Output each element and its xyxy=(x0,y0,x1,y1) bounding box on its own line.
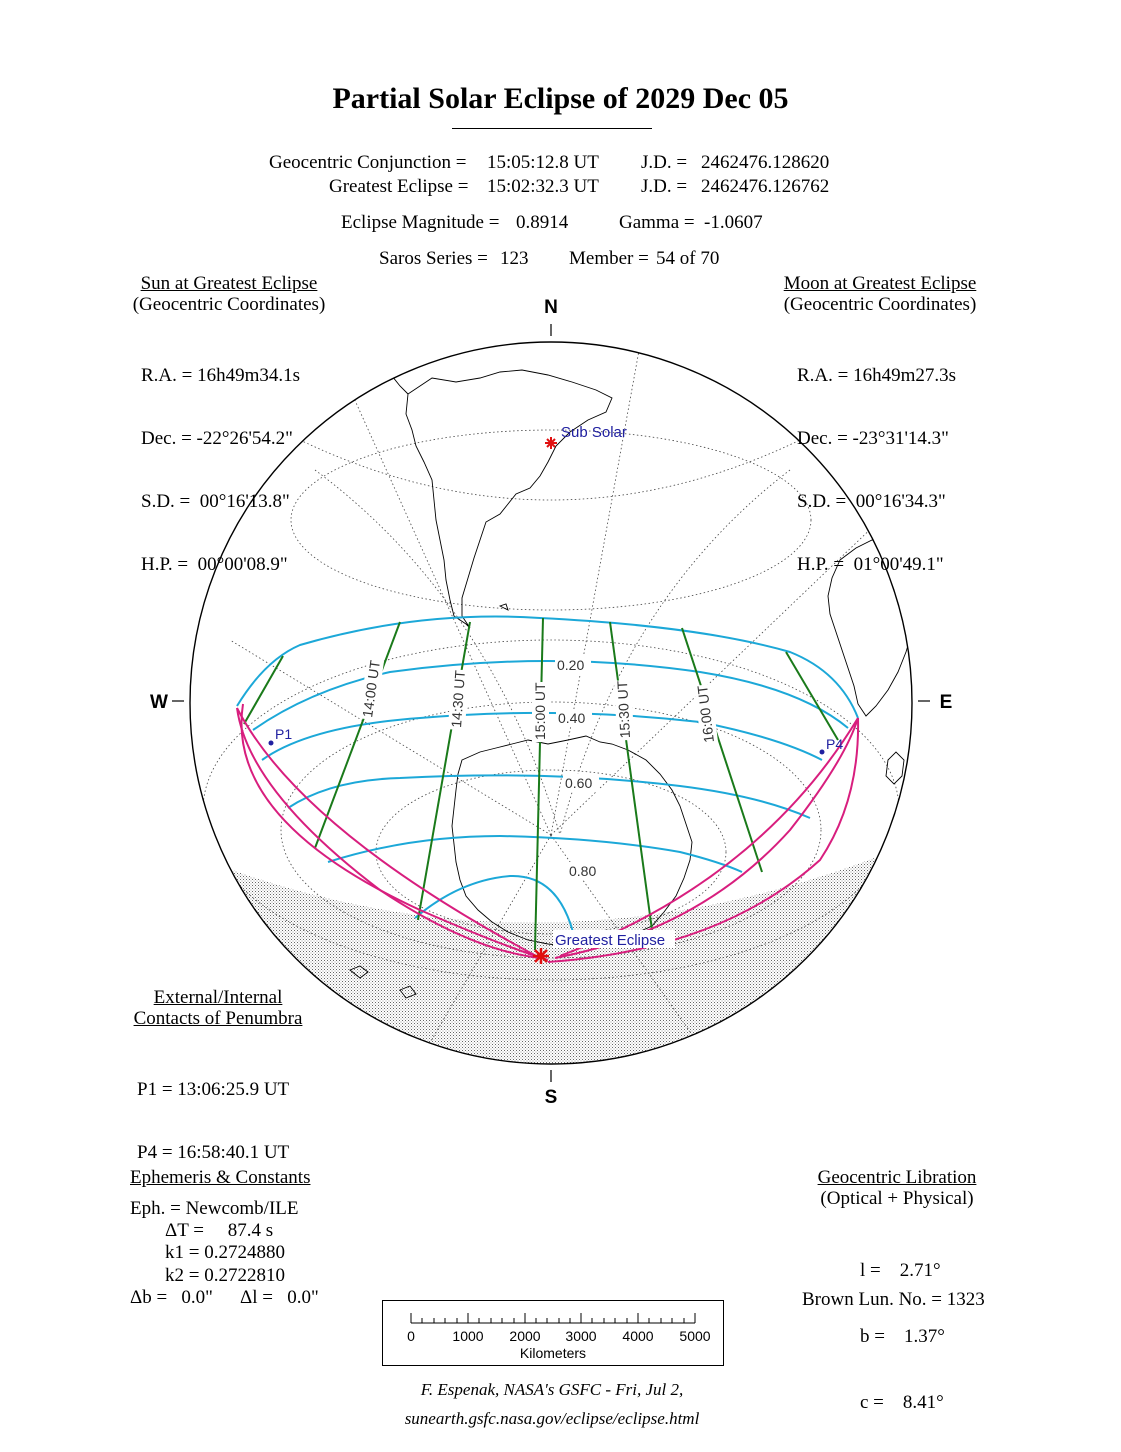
gamma-value: -1.0607 xyxy=(704,212,763,233)
central-america-coast xyxy=(356,352,408,394)
greatest-eclipse-label: Greatest Eclipse = xyxy=(329,176,469,197)
greatest-eclipse-marker xyxy=(533,948,549,964)
scale-unit: Kilometers xyxy=(519,1345,587,1361)
ephemeris-k2: k2 = 0.2722810 xyxy=(165,1265,285,1286)
ephemeris-delta-l: Δl = 0.0" xyxy=(240,1287,319,1308)
moon-subheading: (Geocentric Coordinates) xyxy=(783,294,977,315)
contacts-heading-line1: External/Internal xyxy=(153,987,283,1008)
compass-west: W xyxy=(150,692,168,713)
time-labels xyxy=(359,659,718,746)
member-value: 54 of 70 xyxy=(656,248,720,269)
contact-p4: P4 = 16:58:40.1 UT xyxy=(137,1142,290,1163)
brown-lunation-number: Brown Lun. No. = 1323 xyxy=(802,1289,985,1310)
compass-south: S xyxy=(544,1087,558,1108)
night-shading xyxy=(180,840,920,1100)
ephemeris-delta-b: Δb = 0.0" xyxy=(130,1287,213,1308)
magnitude-value: 0.8914 xyxy=(516,212,569,233)
scale-tick-4000: 4000 xyxy=(622,1328,654,1344)
contact-p1: P1 = 13:06:25.9 UT xyxy=(137,1079,290,1100)
sun-dec: Dec. = -22°26'54.2" xyxy=(141,428,293,449)
ephemeris-delta-t: ΔT = 87.4 s xyxy=(165,1220,274,1241)
greatest-jd-label: J.D. = xyxy=(641,176,688,197)
scale-tick-1000: 1000 xyxy=(452,1328,484,1344)
africa-north-coast xyxy=(800,300,898,520)
ephemeris-eph: Eph. = Newcomb/ILE xyxy=(130,1198,299,1219)
compass-north: N xyxy=(544,297,558,318)
moon-hp: H.P. = 01°00'49.1" xyxy=(797,554,944,575)
time-line-1500 xyxy=(535,618,543,950)
libration-heading: Geocentric Libration xyxy=(817,1167,977,1188)
time-label-1600: 16:00 UT xyxy=(694,684,717,744)
sun-sd: S.D. = 00°16'13.8" xyxy=(141,491,290,512)
libration-values xyxy=(860,1216,945,1436)
magnitude-curve-020 xyxy=(253,661,848,730)
scale-tick-5000: 5000 xyxy=(679,1328,711,1344)
time-label-1430: 14:30 UT xyxy=(448,669,469,729)
contacts-values xyxy=(137,1037,289,1184)
magnitude-curves xyxy=(237,617,858,940)
p1-label: P1 xyxy=(275,726,293,742)
gamma-label: Gamma = xyxy=(619,212,695,233)
libration-subheading: (Optical + Physical) xyxy=(820,1188,974,1209)
conjunction-jd-label: J.D. = xyxy=(641,152,688,173)
member-label: Member = xyxy=(569,248,649,269)
saros-value: 123 xyxy=(500,248,529,269)
sun-hp: H.P. = 00°00'08.9" xyxy=(141,554,288,575)
moon-ra: R.A. = 16h49m27.3s xyxy=(797,365,957,386)
ephemeris-k1: k1 = 0.2724880 xyxy=(165,1242,285,1263)
time-line-1530 xyxy=(610,622,652,930)
p4-label: P4 xyxy=(826,736,844,752)
sun-subheading: (Geocentric Coordinates) xyxy=(132,294,326,315)
geocentric-conjunction-time: 15:05:12.8 UT xyxy=(487,152,599,173)
scale-tick-3000: 3000 xyxy=(565,1328,597,1344)
magnitude-label-040: 0.40 xyxy=(558,710,586,726)
sub-solar-label: Sub Solar xyxy=(561,424,627,441)
libration-heading-block xyxy=(800,1167,994,1209)
magnitude-label-060: 0.60 xyxy=(565,775,593,791)
p4-point xyxy=(820,750,825,755)
scale-bar xyxy=(383,1301,723,1365)
compass-east: E xyxy=(939,692,953,713)
moon-heading: Moon at Greatest Eclipse xyxy=(783,273,977,294)
distance-scale xyxy=(382,1300,724,1366)
time-line-1400 xyxy=(315,622,400,848)
time-label-1530: 15:30 UT xyxy=(614,680,633,739)
libration-l: l = 2.71° xyxy=(860,1260,941,1281)
time-label-1500: 15:00 UT xyxy=(532,682,548,740)
magnitude-labels xyxy=(555,656,603,880)
sun-ra: R.A. = 16h49m34.1s xyxy=(141,365,301,386)
time-label-1400: 14:00 UT xyxy=(359,659,383,719)
greatest-eclipse-time: 15:02:32.3 UT xyxy=(487,176,599,197)
saros-label: Saros Series = xyxy=(379,248,488,269)
magnitude-label: Eclipse Magnitude = xyxy=(341,212,500,233)
scale-tick-0: 0 xyxy=(407,1328,415,1344)
libration-b: b = 1.37° xyxy=(860,1326,945,1347)
libration-c: c = 8.41° xyxy=(860,1392,944,1413)
page-title: Partial Solar Eclipse of 2029 Dec 05 xyxy=(332,82,789,115)
contacts-heading xyxy=(126,987,310,1029)
p1-point xyxy=(269,741,274,746)
moon-dec: Dec. = -23°31'14.3" xyxy=(797,428,949,449)
sun-heading: Sun at Greatest Eclipse xyxy=(140,273,318,294)
greatest-jd-value: 2462476.126762 xyxy=(701,176,830,197)
credit-line-2: sunearth.gsfc.nasa.gov/eclipse/eclipse.html xyxy=(404,1409,700,1428)
scale-tick-2000: 2000 xyxy=(509,1328,541,1344)
geocentric-conjunction-label: Geocentric Conjunction = xyxy=(269,152,467,173)
moon-sd: S.D. = 00°16'34.3" xyxy=(797,491,946,512)
contacts-heading-line2: Contacts of Penumbra xyxy=(133,1008,303,1029)
credit-line-1: F. Espenak, NASA's GSFC - Fri, Jul 2, xyxy=(420,1380,684,1399)
south-america-coast xyxy=(406,370,612,628)
conjunction-jd-value: 2462476.128620 xyxy=(701,152,830,173)
madagascar-coast xyxy=(886,752,904,784)
magnitude-label-080: 0.80 xyxy=(569,863,597,879)
greatest-eclipse-label: Greatest Eclipse xyxy=(555,932,666,949)
magnitude-label-020: 0.20 xyxy=(557,657,585,673)
ephemeris-heading: Ephemeris & Constants xyxy=(130,1167,311,1188)
